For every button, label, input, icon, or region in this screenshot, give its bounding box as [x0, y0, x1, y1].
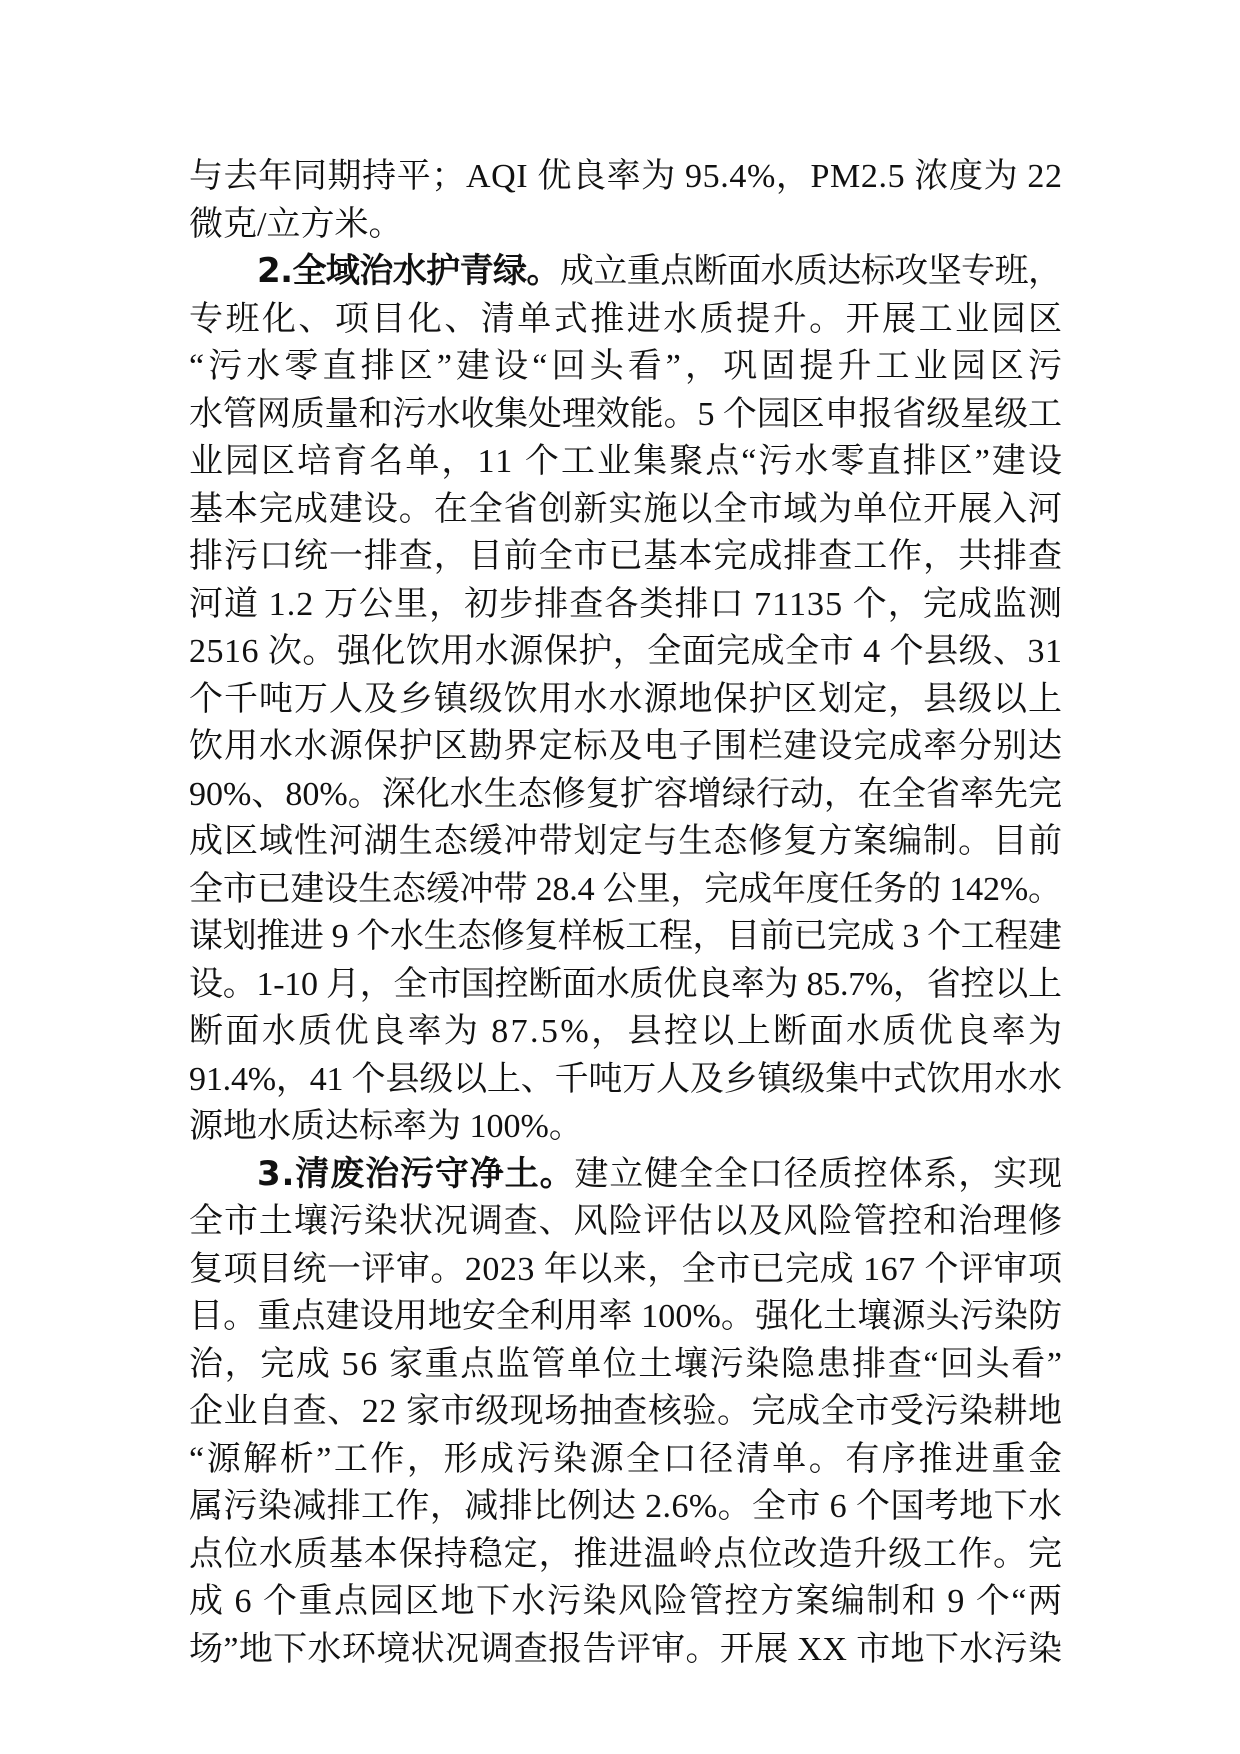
- line-text: 谋划推进 9 个水生态修复样板工程，目前已完成 3 个工程建: [189, 918, 1062, 955]
- line-text: 源地水质达标率为 100%。: [189, 1108, 583, 1145]
- text-line: [189, 391, 1062, 439]
- text-line: [189, 676, 1062, 724]
- line-text-body: 建立健全全口径质控体系，实现: [574, 1155, 1063, 1193]
- line-text: 目。重点建设用地安全利用率 100%。强化土壤源头污染防: [189, 1298, 1063, 1335]
- text-line: [189, 1151, 1062, 1199]
- text-line: [189, 1246, 1062, 1294]
- text-line: [189, 1531, 1062, 1579]
- line-text: “源解析”工作，形成污染源全口径清单。有序推进重金: [189, 1440, 1065, 1478]
- line-text: 与去年同期持平；AQI 优良率为 95.4%，PM2.5 浓度为 22: [189, 158, 1063, 195]
- section-heading: 3.清废治污守净土。: [257, 1153, 575, 1194]
- text-line: [189, 723, 1062, 771]
- text-line: [189, 296, 1065, 344]
- text-line: [189, 771, 1062, 819]
- text-line: [189, 201, 1062, 249]
- text-line: [189, 961, 1062, 1009]
- line-text: [257, 1151, 1063, 1199]
- line-text: 基本完成建设。在全省创新实施以全市域为单位开展入河: [189, 490, 1063, 528]
- line-text: 治，完成 56 家重点监管单位土壤污染隐患排查“回头看”: [189, 1345, 1064, 1383]
- text-line: [189, 1341, 1062, 1389]
- text-line: [189, 581, 1062, 629]
- line-text: 河道 1.2 万公里，初步排查各类排口 71135 个，完成监测: [189, 585, 1064, 623]
- body-text: [189, 153, 1067, 1673]
- line-text: “污水零直排区”建设“回头看”，巩固提升工业园区污: [189, 348, 1067, 385]
- line-text: 专班化、项目化、清单式推进水质提升。开展工业园区: [189, 300, 1065, 338]
- text-line: [189, 818, 1062, 866]
- text-line: [189, 1103, 1062, 1151]
- line-text: 饮用水水源保护区勘界定标及电子围栏建设完成率分别达: [189, 728, 1063, 765]
- text-line: [189, 486, 1062, 534]
- section-heading: 2.全域治水护青绿。: [257, 251, 560, 291]
- text-line: [189, 343, 1067, 391]
- text-line: [189, 628, 1062, 676]
- text-line: [189, 438, 1065, 486]
- text-line: [189, 1056, 1062, 1104]
- text-line: [189, 533, 1062, 581]
- line-text: 水管网质量和污水收集处理效能。5 个园区申报省级星级工: [189, 395, 1062, 433]
- line-text: 成区域性河湖生态缓冲带划定与生态修复方案编制。目前: [189, 823, 1063, 860]
- line-text: [257, 248, 1061, 296]
- line-text: 设。1-10 月，全市国控断面水质优良率为 85.7%，省控以上: [189, 965, 1062, 1003]
- text-line: [189, 1626, 1062, 1674]
- line-text: 业园区培育名单，11 个工业集聚点“污水零直排区”建设: [189, 443, 1065, 480]
- line-text: 点位水质基本保持稳定，推进温岭点位改造升级工作。完: [189, 1535, 1063, 1573]
- line-text: 排污口统一排查，目前全市已基本完成排查工作，共排查: [189, 538, 1063, 575]
- line-text-body: 成立重点断面水质达标攻坚专班，: [559, 253, 1062, 290]
- line-text: 91.4%，41 个县级以上、千吨万人及乡镇级集中式饮用水水: [189, 1060, 1062, 1098]
- line-text: 2516 次。强化饮用水源保护，全面完成全市 4 个县级、31: [189, 633, 1063, 670]
- line-text: 全市土壤污染状况调查、风险评估以及风险管控和治理修: [189, 1203, 1063, 1240]
- line-text: 个千吨万人及乡镇级饮用水水源地保护区划定，县级以上: [189, 680, 1063, 718]
- line-text: 属污染减排工作，减排比例达 2.6%。全市 6 个国考地下水: [189, 1488, 1063, 1525]
- line-text: 场”地下水环境状况调查报告评审。开展 XX 市地下水污染: [189, 1630, 1063, 1668]
- line-text: 成 6 个重点园区地下水污染风险管控方案编制和 9 个“两: [189, 1583, 1064, 1620]
- text-line: [189, 1008, 1065, 1056]
- text-line: [189, 866, 1062, 914]
- text-line: [189, 1198, 1062, 1246]
- text-line: [189, 1293, 1062, 1341]
- line-text: 复项目统一评审。2023 年以来，全市已完成 167 个评审项: [189, 1250, 1063, 1288]
- line-text: 企业自查、22 家市级现场抽查核验。完成全市受污染耕地: [189, 1393, 1063, 1430]
- text-line: [189, 248, 1062, 296]
- line-text: 断面水质优良率为 87.5%，县控以上断面水质优良率为: [189, 1013, 1065, 1050]
- text-line: [189, 913, 1062, 961]
- line-text: 微克/立方米。: [189, 205, 403, 243]
- line-text: 全市已建设生态缓冲带 28.4 公里，完成年度任务的 142%。: [189, 870, 1062, 908]
- line-text: 90%、80%。深化水生态修复扩容增绿行动，在全省率先完: [189, 775, 1062, 813]
- text-line: [189, 1436, 1065, 1484]
- text-line: [189, 1578, 1062, 1626]
- text-line: [189, 1483, 1062, 1531]
- text-line: [189, 1388, 1062, 1436]
- text-line: [189, 153, 1062, 201]
